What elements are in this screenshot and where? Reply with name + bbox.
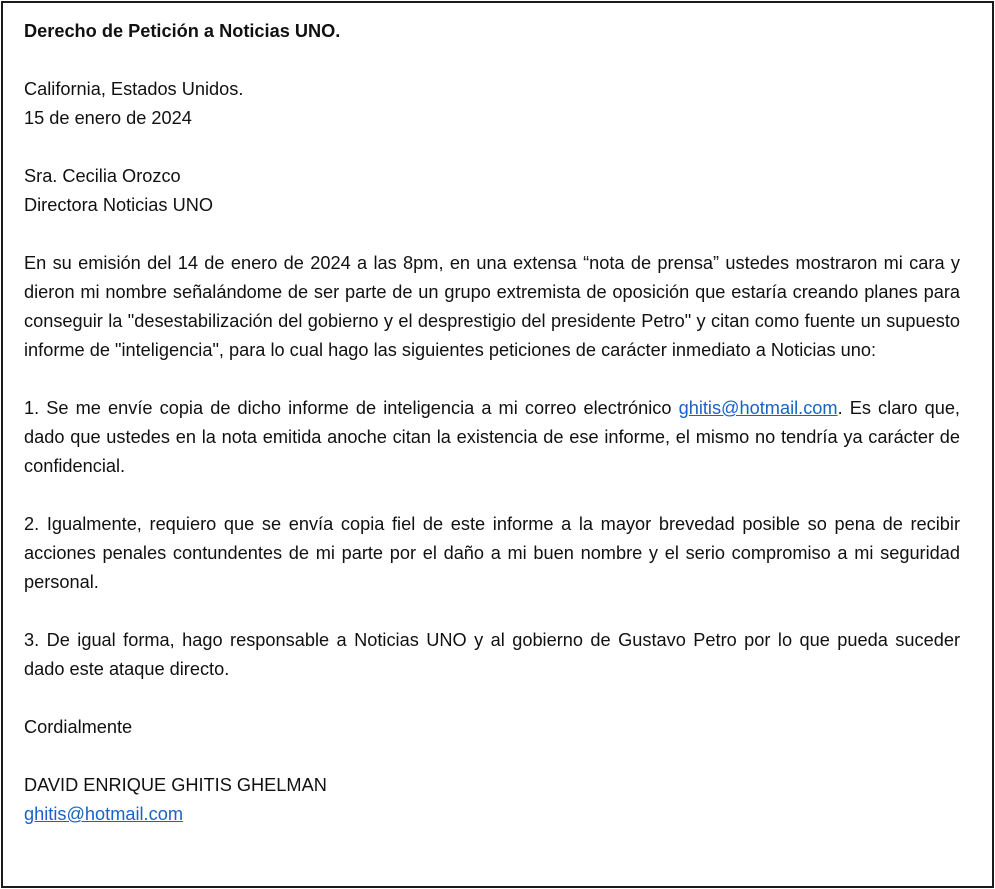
recipient-name: Sra. Cecilia Orozco <box>24 166 181 186</box>
letter-date: 15 de enero de 2024 <box>24 108 192 128</box>
letter-title: Derecho de Petición a Noticias UNO. <box>24 21 341 41</box>
spacer <box>24 684 960 713</box>
spacer <box>24 365 960 394</box>
signature-email-link[interactable]: ghitis@hotmail.com <box>24 804 183 824</box>
spacer <box>24 46 960 75</box>
signature-email <box>24 800 960 829</box>
recipient-role: Directora Noticias UNO <box>24 195 213 215</box>
petition-1 <box>24 394 960 481</box>
closing: Cordialmente <box>24 717 133 737</box>
signature-name: DAVID ENRIQUE GHITIS GHELMAN <box>24 775 327 795</box>
petition-3: 3. De igual forma, hago responsable a Noticias UNO y al gobierno de Gustavo Petro por lo que pueda suceder dado este ataque directo. <box>24 630 960 679</box>
intro-paragraph: En su emisión del 14 de enero de 2024 a las 8pm, en una extensa “nota de prensa” ustedes mostraron mi cara y dieron mi nombre señalándome de ser parte de un grupo extremista de oposición que estaría creando planes para conseguir la "desestabilización del gobierno y el desprestigio del presidente Petro" y citan como fuente un supuesto informe de "inteligencia", para lo cual hago las siguientes peticiones de carácter inmediato a Noticias uno: <box>24 253 960 360</box>
spacer <box>24 481 960 510</box>
spacer <box>24 220 960 249</box>
letter-body <box>24 17 960 829</box>
letter-location: California, Estados Unidos. <box>24 79 244 99</box>
petition-1-email-link[interactable]: ghitis@hotmail.com <box>678 398 838 418</box>
spacer <box>24 597 960 626</box>
petition-1-text-end: . Es claro que, dado que ustedes en la nota emitida anoche citan la existencia de ese informe, el mismo no tendría ya carácter de confidencial. <box>24 398 960 476</box>
spacer <box>24 133 960 162</box>
spacer <box>24 742 960 771</box>
petition-2: 2. Igualmente, requiero que se envía copia fiel de este informe a la mayor brevedad posible so pena de recibir acciones penales contundentes de mi parte por el daño a mi buen nombre y el serio compromiso a mi seguridad personal. <box>24 514 960 592</box>
petition-1-text-start: 1. Se me envíe copia de dicho informe de inteligencia a mi correo electrónico <box>24 398 679 418</box>
